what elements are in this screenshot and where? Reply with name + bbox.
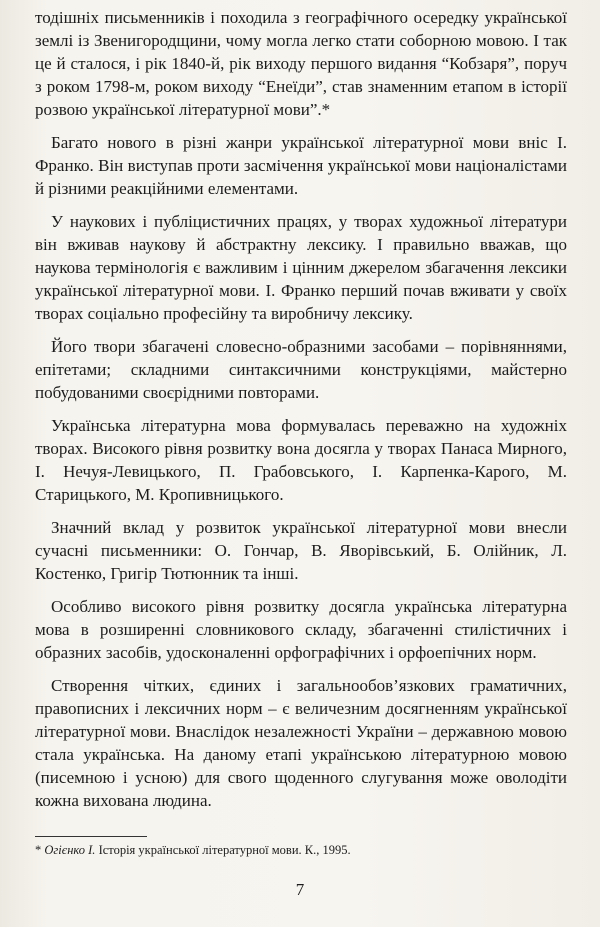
paragraph-4: Його твори збагачені словесно-образними засобами – порівняннями, епітетами; складними синтаксичними конструкціями, майстерно побудованими своєрідними повторами. <box>35 337 567 402</box>
page-number: 7 <box>295 880 305 899</box>
footnote-divider <box>35 836 147 837</box>
paragraph-2: Багато нового в різні жанри української літературної мови вніс І. Франко. Він виступав проти засмічення української мови націоналістами й різними реакційними елементами. <box>35 133 567 198</box>
footnote-text: Історія української літературної мови. К., 1995. <box>95 843 351 857</box>
paragraph-8: Створення чітких, єдиних і загальнообов’язкових граматичних, правописних і лексичних норм – є величезним досягненням української літературної мови. Внаслідок незалежності України – державною мовою стала українська. На даному етапі українською літературною мовою (писемною і усною) для свого щоденного слугування може оволодіти кожна вихована людина. <box>35 676 567 810</box>
footnote <box>35 842 567 858</box>
paragraph-5: Українська літературна мова формувалась переважно на художніх творах. Високого рівня розвитку вона досягла у творах Панаса Мирного, І. Нечуя-Левицького, П. Грабовського, І. Карпенка-Карого, М. Старицького, М. Кропивницького. <box>35 416 567 504</box>
paragraph-6: Значний вклад у розвиток української літературної мови внесли сучасні письменники: О. Гончар, В. Яворівський, Б. Олійник, Л. Костенко, Григір Тютюнник та інші. <box>35 518 567 583</box>
body-text <box>35 6 567 822</box>
paragraph-7: Особливо високого рівня розвитку досягла українська літературна мова в розширенні словникового складу, збагаченні стилістичних і образних засобів, удосконаленні орфографічних і орфоепічних норм. <box>35 597 567 662</box>
paragraph-3: У наукових і публіцистичних працях, у творах художньої літератури він вживав наукову й абстрактну лексику. І правильно вважав, що наукова термінологія є важливим і цінним джерелом збагачення лексики української літературної мови. І. Франко перший почав вживати у своїх творах соціально професійну та виробничу лексику. <box>35 212 567 323</box>
footnote-author: Огієнко І. <box>44 843 96 857</box>
paragraph-1: тодішніх письменників і походила з географічного осередку української землі із Звенигородщини, чому могла легко стати соборною мовою. І так це й сталося, і рік 1840-й, рік виходу першого видання “Кобзаря”, поруч з роком 1798-м, роком виходу “Енеїди”, став знаменним етапом в історії розвою української літературної мови”.* <box>35 8 567 119</box>
footnote-marker: * <box>35 843 45 857</box>
